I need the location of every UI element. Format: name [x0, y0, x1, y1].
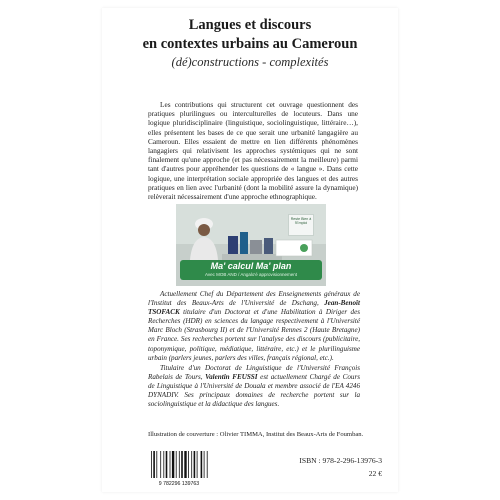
barcode-bar	[179, 451, 180, 478]
barcode-bar	[160, 451, 161, 478]
book-title-line1: Langues et discours	[188, 17, 312, 33]
barcode-bar	[176, 451, 177, 478]
barcode-number: 9 782296 139763	[158, 481, 200, 487]
barcode-bar	[191, 451, 192, 478]
barcode-bar	[181, 451, 183, 478]
price-label: 22 €	[368, 469, 382, 478]
photo-caption-main: Ma' calcul Ma' plan	[210, 261, 292, 271]
photo-banner: Reste Bien à l'Emploi	[288, 214, 314, 236]
bio1-text-before: Actuellement Chef du Département des Enseignements généraux de l'Institut des Beaux-Arts de l'Université de Dschang,	[148, 290, 360, 308]
barcode-bar	[153, 451, 155, 478]
bio1-text-after: titulaire d'un Doctorat et d'une Habilitation à Diriger des Recherches (HDR) en sciences du langage respectivement à l'Université Marc Bloch (Strasbourg II) et de l'Université Rennes 2 (Haute Bretagne) en France. Ses recherches portent sur l'analyse des discours (publicitaire, toponymique, politique, médiatique, littéraire, etc.) et le plurilinguisme urbain (parlers jeunes, parlers des villes, français régional, etc.).	[148, 308, 360, 362]
barcode-bar	[194, 451, 196, 478]
abstract-paragraph: Les contributions qui structurent cet ouvrage questionnent des pratiques plurilingues ou interculturelles de locuteurs. Dans une logique pluridisciplinaire (linguistique, sociolinguistique, littéraire…), elles présentent les bases de ce que serait une urbanité langagière au Cameroun. Elles essaient de mettre en lien différents phénomènes langagiers qui relativisent les approches systémiques qui ne sont finalement qu'une approche (et pas nécessairement la meilleure) parmi tant d'autres pour appréhender les questions de « langue ». Dans cette logique, une interprétation sociale appropriée des langues et des autres pratiques en lien avec l'urbanité (dont la mobilité assure la dynamique) relèverait nécessairement d'une approche ethnographique.	[148, 100, 358, 202]
photo-caption-sub: Avec MOB AND / Angalo'é approvisionnement	[204, 272, 298, 277]
barcode-bar	[163, 451, 164, 478]
barcode-bar	[151, 451, 152, 478]
barcode-bar	[188, 451, 189, 478]
photo-caption-band	[180, 260, 322, 280]
barcode-bar	[166, 451, 168, 478]
cover-photo	[176, 204, 326, 286]
illustration-credit: Illustration de couverture : Olivier TIMMA, Institut des Beaux-Arts de Foumban.	[148, 431, 364, 438]
barcode-bar	[170, 451, 171, 478]
bio2-text-before: Titulaire d'un Doctorat de Linguistique de l'Université François Rabelais de Tours,	[148, 364, 360, 382]
author-bio-feussi	[148, 364, 360, 409]
barcode-bar	[156, 451, 157, 478]
barcode-bar	[201, 451, 203, 478]
book-title-line2: en contextes urbains au Cameroun	[142, 36, 358, 52]
bio2-text-after: est actuellement Chargé de Cours de Linguistique à l'Université de Douala et membre associé de l'EA 4246 DYNADIV. Ses principaux domaines de recherche portent sur la sociolinguistique et la didactique des langues.	[148, 373, 360, 409]
barcode-bar	[197, 451, 198, 478]
barcode-bar	[207, 451, 208, 478]
book-back-cover	[102, 8, 398, 492]
bio2-author-name: Valentin FEUSSI	[205, 373, 258, 382]
barcode	[148, 449, 210, 487]
book-subtitle: (dé)constructions - complexités	[171, 55, 329, 69]
barcode-bar	[204, 451, 205, 478]
isbn-label: ISBN : 978-2-296-13976-3	[299, 456, 382, 465]
barcode-bar	[172, 451, 174, 478]
author-bio-tsofack	[148, 290, 360, 363]
barcode-bar	[184, 451, 186, 478]
bio1-author-name: Jean-Benoît TSOFACK	[148, 299, 360, 317]
